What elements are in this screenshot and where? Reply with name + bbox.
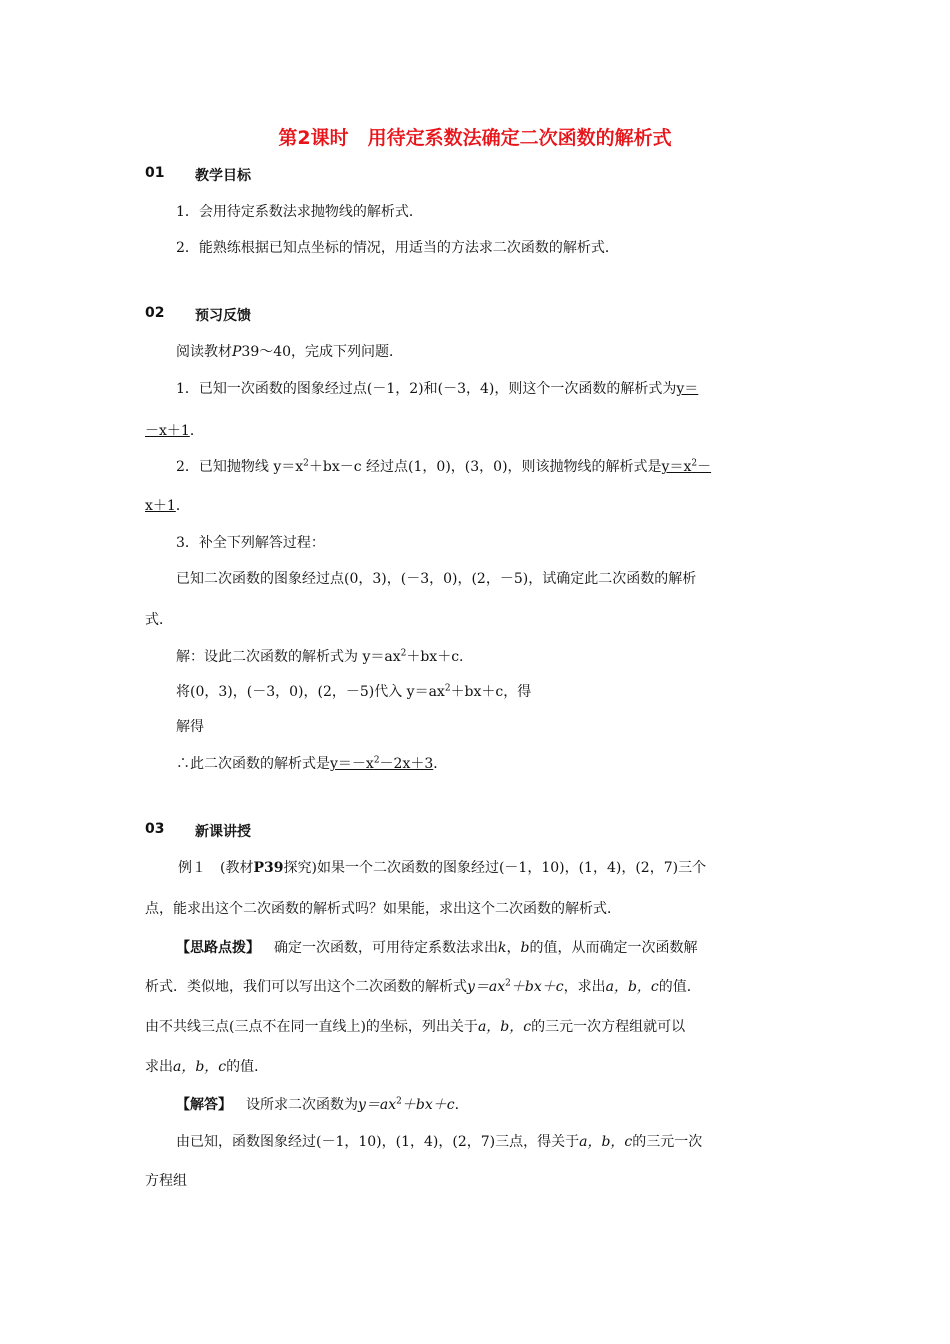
question-3: 3．补全下列解答过程：: [176, 535, 325, 551]
known-line-cont: 方程组: [145, 1173, 187, 1189]
question-3-text: 已知二次函数的图象经过点(0，3)，(－3，0)，(2，－5)，试确定此二次函数的解析: [176, 571, 697, 587]
section-heading-lesson: 新课讲授: [195, 824, 251, 840]
section-number-02: 02: [145, 305, 165, 321]
solution-solved: 解得: [176, 719, 204, 735]
hint-line-3: 由不共线三点(三点不在同一直线上)的坐标，列出关于a，b，c的三元一次方程组就可以: [145, 1019, 686, 1035]
section-heading-preview: 预习反馈: [195, 308, 251, 324]
page-title: 第2课时 用待定系数法确定二次函数的解析式: [278, 127, 672, 149]
answer-1a: y＝: [676, 381, 699, 397]
section-number-01: 01: [145, 165, 165, 181]
answer-line: 【解答】 设所求二次函数为$y=ax^2+bx+c$.: [176, 1096, 460, 1113]
hint-line-2: 析式．类似地，我们可以写出这个二次函数的解析式$y=ax^2+bx+c$，求出a，b，c的值．: [145, 978, 701, 995]
question-1-cont: －x＋1．: [145, 423, 204, 439]
objective-item-1: 1．会用待定系数法求抛物线的解析式．: [176, 204, 423, 220]
answer-2b: x＋1: [145, 498, 176, 514]
example-1-cont: 点，能求出这个二次函数的解析式吗？如果能，求出这个二次函数的解析式．: [145, 901, 621, 917]
question-2-cont: x＋1．: [145, 498, 190, 514]
section-heading-objectives: 教学目标: [195, 168, 251, 184]
answer-label: 【解答】: [176, 1097, 232, 1113]
solution-substitute: 将(0，3)，(－3，0)，(2，－5)代入 $y=ax^2+bx+c$，得: [176, 683, 532, 700]
hint-label: 【思路点拨】: [176, 940, 260, 956]
known-line: 由已知，函数图象经过(－1，10)，(1，4)，(2，7)三点，得关于a，b，c的三元一次: [176, 1134, 703, 1150]
answer-3: $y=-x^2-2x+3$: [330, 755, 434, 772]
solution-setup: 解：设此二次函数的解析式为 $y=ax^2+bx+c$.: [176, 648, 464, 665]
answer-1b: －x＋1: [145, 423, 190, 439]
objective-item-2: 2．能熟练根据已知点坐标的情况，用适当的方法求二次函数的解析式．: [176, 240, 619, 256]
hint-line-4: 求出a，b，c的值．: [145, 1059, 269, 1075]
section-number-03: 03: [145, 821, 165, 837]
question-1: 1．已知一次函数的图象经过点(－1，2)和(－3，4)，则这个一次函数的解析式为y＝: [176, 381, 699, 397]
solution-conclusion: ∴此二次函数的解析式是$y=-x^2-2x+3$．: [176, 755, 448, 772]
example-1: 例１ (教材P39探究)如果一个二次函数的图象经过(－1，10)，(1，4)，(2，7)三个: [178, 860, 707, 876]
preview-intro: 阅读教材P39～40，完成下列问题．: [176, 344, 404, 360]
answer-2a: $y=x^2-$: [661, 458, 712, 475]
question-2: 2．已知抛物线 $y=x^2+bx-c$ 经过点(1，0)，(3，0)，则该抛物线的解析式是$y=x^2-$: [176, 458, 712, 475]
question-3-text-cont: 式．: [145, 612, 173, 628]
hint-line-1: 【思路点拨】 确定一次函数，可用待定系数法求出k，b的值，从而确定一次函数解: [176, 940, 698, 956]
